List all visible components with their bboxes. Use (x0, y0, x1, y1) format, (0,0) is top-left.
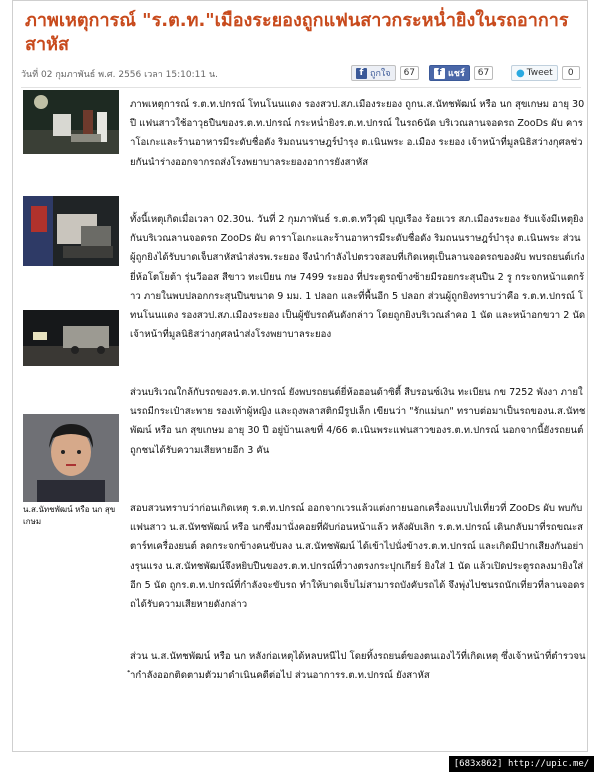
facebook-share-button[interactable] (429, 65, 470, 81)
facebook-like-label: ถูกใจ (370, 69, 391, 79)
photo-suspect-portrait (23, 414, 119, 502)
image-host-watermark: [683x862] http://upic.me/ (449, 756, 594, 772)
facebook-like-button[interactable] (351, 65, 396, 81)
photo-car-at-night (23, 310, 119, 366)
article-paragraph: สอบสวนทราบว่าก่อนเกิดเหตุ ร.ต.ท.ปกรณ์ ออกจากเวรแล้วแต่งกายนอกเครื่องแบบไปเที่ยวที่ ZooDs ผับ พบกับแฟนสาว น.ส.นัทชพัฒน์ หรือ นกซึ่งมานั่งคอยที่ผับก่อนหน้าแล้ว หลังผับเลิก ร.ต.ท.ปกรณ์ เดินกลับมาที่รถขณะสตาร์ทเครื่องยนต์ ลดกระจกข้างคนขับลง น.ส.นัทชพัฒน์ ได้เข้าไปนั่งข้างร.ต.ท.ปกรณ์ และเกิดมีปากเสียงกันอย่างรุนแรง น.ส.นัทชพัฒน์จึงหยิบปืนของร.ต.ท.ปกรณ์ที่วางตรงกระปุกเกียร์ ยิงใส่ 1 นัด แล้วเปิดประตูรถลงมายิงใส่อีก 5 นัด ถูกร.ต.ท.ปกรณ์ที่กำลังจะขับรถ ทำให้บาดเจ็บไม่สามารถบังคับรถได้ จึงพุ่งไปชนรถนักเที่ยวที่ลานจอดรถได้รับความเสียหายดังกล่าว (130, 503, 585, 611)
tweet-label: Tweet (526, 68, 553, 78)
facebook-like-widget (351, 65, 419, 81)
photo-crime-scene-officers (23, 90, 119, 154)
article-paragraph: ส่วน น.ส.นัทชพัฒน์ หรือ นก หลังก่อเหตุได้หลบหนีไป โดยทิ้งรถยนต์ของตนเองไว้ที่เกิดเหตุ ซึ่งเจ้าหน้าที่ตำรวจนำกำลังออกติดตามตัวมาดำเนินคดีต่อไป ส่วนอาการร.ต.ท.ปกรณ์ ยังสาหัส (130, 651, 586, 682)
article-paragraph: ภาพเหตุการณ์ ร.ต.ท.ปกรณ์ โทนโนนแดง รองสวป.สภ.เมืองระยอง ถูกน.ส.นัทชพัฒน์ หรือ นก สุขเกษม อายุ 30 ปี แฟนสาวใช้อาวุธปืนของร.ต.ท.ปกรณ์ กระหน่ำยิงร.ต.ท.ปกรณ์ ในรถ6นัด บริเวณลานจอดรถ ZooDs ผับ คาราโอเกะและร้านอาหารมีระดับชื่อดัง ริมถนนราษฎร์บำรุง ต.เนินพระ อ.เมือง ระยอง เจ้าหน้าที่มูลนิธิสว่างกุศลช่วยกันนำร่างออกจากรถส่งโรงพยาบาลระยองอาการยังสาหัส (130, 99, 585, 168)
article-paragraph: ส่วนบริเวณใกล้กับรถของร.ต.ท.ปกรณ์ ยังพบรถยนต์ยี่ห้อฮอนด้าซิตี้ สีบรอนซ์เงิน ทะเบียน กข 7252 พังงา ภายในรถมีกระเป๋าสะพาย รองเท้าผู้หญิง และถุงพลาสติกมีรูปเล็ก เขียนว่า "รักแม่นก" ทราบต่อมาเป็นรถของน.ส.นัทชพัฒน์ หรือ นก สุขเกษม อายุ 30 ปี อยู่บ้านเลขที่ 4/66 ต.เนินพระแฟนสาวของร.ต.ท.ปกรณ์ นอกจากนี้ยังรถยนต์ถูกชนได้รับความเสียหายอีก 3 คัน (130, 387, 586, 456)
tweet-count: 0 (562, 66, 580, 80)
facebook-share-label: แชร์ (448, 69, 465, 79)
twitter-widget (511, 65, 580, 81)
article-paragraph: ทั้งนี้เหตุเกิดเมื่อเวลา 02.30น. วันที่ 2 กุมภาพันธ์ ร.ต.ต.ทวีวุฒิ บุญเรือง ร้อยเวร สภ.เมืองระยอง รับแจ้งมีเหตุยิงกันบริเวณลานจอดรถ ZooDs ผับ คาราโอเกะและร้านอาหารมีระดับชื่อดัง ริมถนนราษฎร์บำรุง ต.เนินพระ ส่วนผู้ถูกยิงได้รับบาดเจ็บสาหัสนำส่งรพ.ระยอง จึงนำกำลังไปตรวจสอบที่เกิดเหตุเป็นลานจอดรถของผับ พบรถยนต์เก๋งยี่ห้อโตโยต้า รุ่นวีออส สีขาว ทะเบียน กษ 7499 ระยอง ที่ประตูรถข้างซ้ายมีรอยกระสุนปืน 2 รู กระจกหน้าแตกร้าว ภายในพบปลอกกระสุนปืนขนาด 9 มม. 1 ปลอก และที่พื้นอีก 5 ปลอก ส่วนผู้ถูกยิงทราบว่าคือ ร.ต.ท.ปกรณ์ โทนโนนแดง รองสวป.สภ.เมืองระยอง เป็นผู้ขับรถคันดังกล่าว โดยถูกยิงบริเวณลำคอ 1 นัด และหน้าอกขวา 2 นัด เจ้าหน้าที่มูลนิธิสว่างกุศลนำส่งโรงพยาบาลระยอง (130, 214, 586, 341)
photo-caption: น.ส.นัทชพัฒน์ หรือ นก สุขเกษม (23, 505, 116, 526)
facebook-icon: f (356, 68, 367, 79)
facebook-icon: f (434, 68, 445, 79)
facebook-like-count: 67 (400, 66, 419, 80)
article-dateline: วันที่ 02 กุมภาพันธ์ พ.ศ. 2556 เวลา 15:10:11 น. (21, 70, 218, 80)
article-page (12, 0, 588, 752)
facebook-share-widget (429, 65, 493, 81)
article-headline: ภาพเหตุการณ์ "ร.ต.ท."เมืองระยองถูกแฟนสาวกระหน่ำยิงในรถอาการสาหัส (25, 10, 569, 55)
meta-bar (21, 63, 581, 85)
facebook-share-count: 67 (474, 66, 493, 80)
photo-victim-rescue (23, 196, 119, 266)
tweet-button[interactable] (511, 65, 558, 81)
header-divider (21, 87, 581, 88)
twitter-bird-icon: ● (516, 67, 525, 79)
